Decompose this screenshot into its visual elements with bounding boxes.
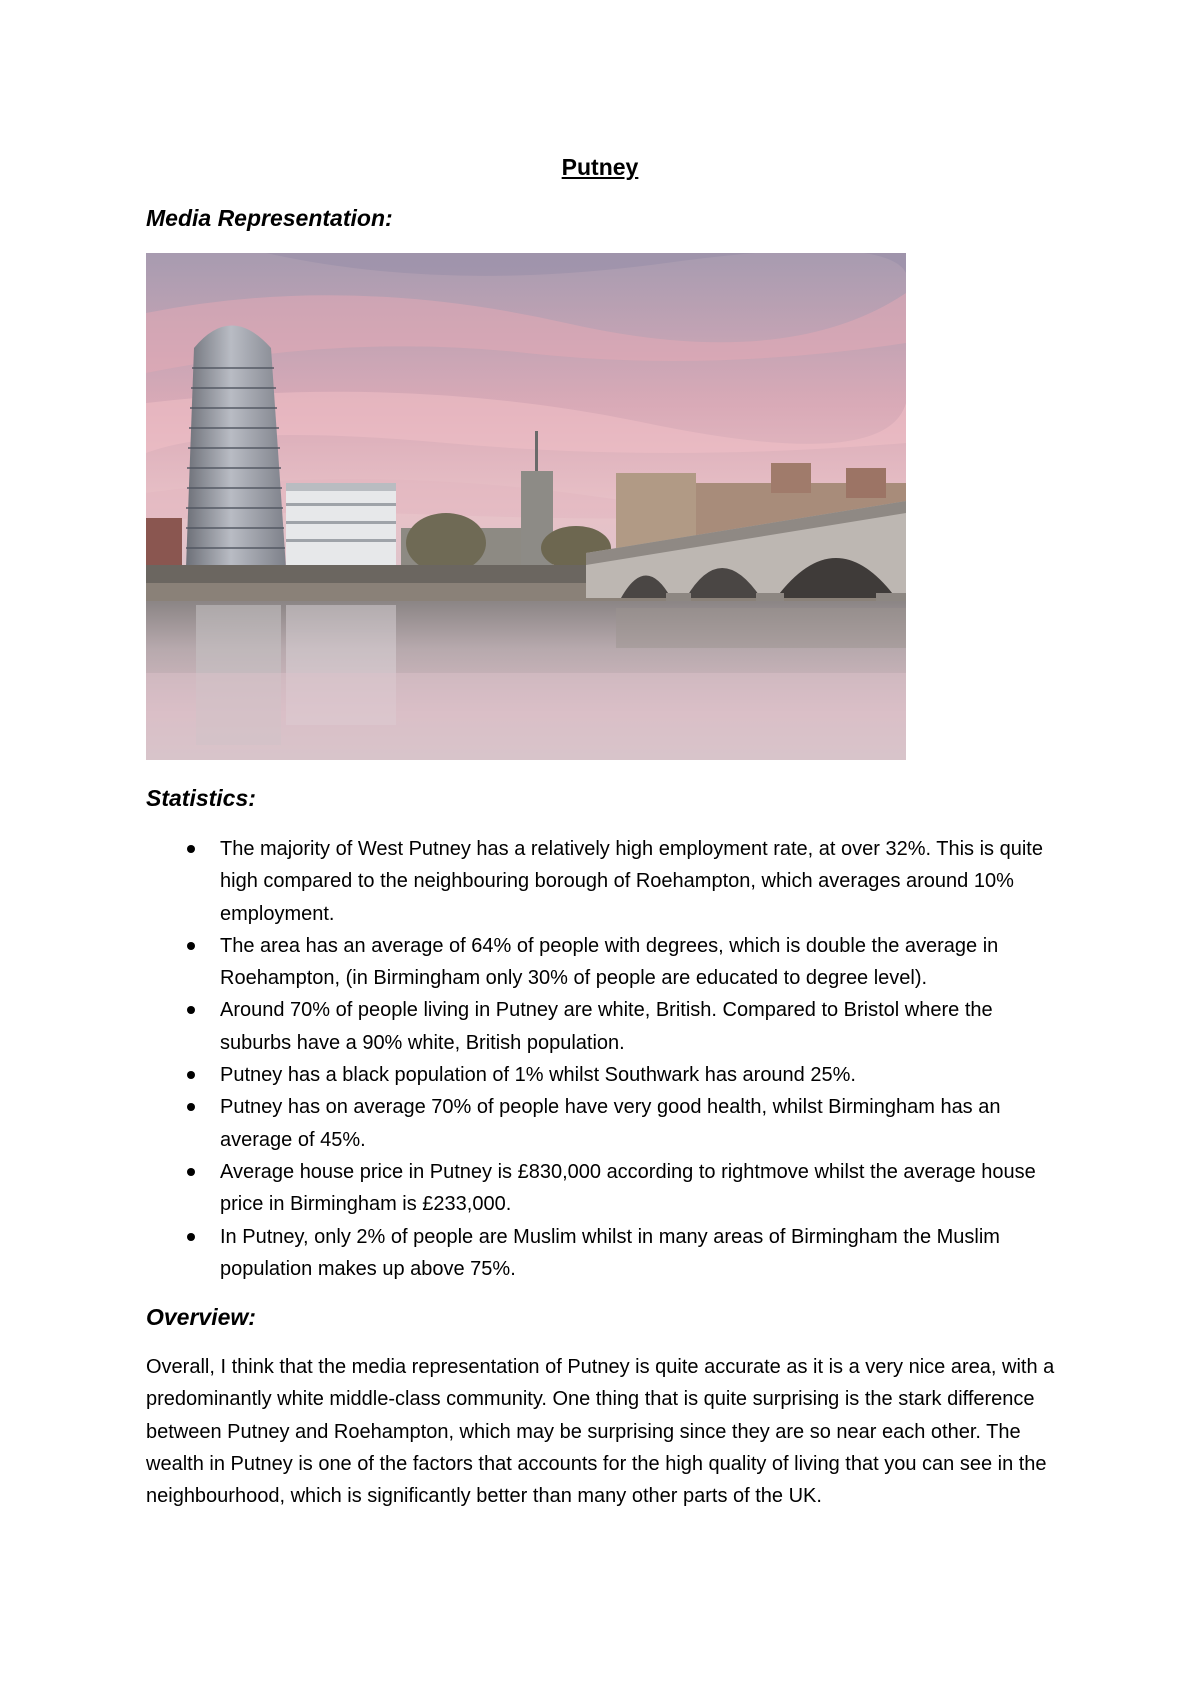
list-item [146,994,1066,1059]
list-item [146,1059,1066,1091]
overview-paragraph: Overall, I think that the media representation of Putney is quite accurate as it is a very nice area, with a predominantly white middle-class community. One thing that is quite surprising is the stark difference between Putney and Roehampton, which may be surprising since they are so near each other. The wealth in Putney is one of the factors that accounts for the high quality of living that you can see in the neighbourhood, which is significantly better than many other parts of the UK. [146,1356,1055,1508]
list-item [146,1091,1066,1156]
bullet-icon [187,1168,195,1176]
bullet-icon [187,1103,195,1111]
bullet-icon [187,845,195,853]
list-item-text: In Putney, only 2% of people are Muslim whilst in many areas of Birmingham the Muslim population makes up above 75%. [220,1225,1000,1280]
list-item [146,1156,1066,1221]
list-item-text: Putney has on average 70% of people have very good health, whilst Birmingham has an average of 45%. [220,1096,1001,1151]
statistics-list [146,833,1066,1285]
media-representation-heading: Media Representation: [146,205,393,231]
list-item [146,833,1066,930]
list-item-text: Average house price in Putney is £830,000 according to rightmove whilst the average house price in Birmingham is £233,000. [220,1160,1036,1216]
bullet-icon [187,1006,195,1014]
putney-bridge-riverside-photo-icon [146,253,906,760]
list-item [146,930,1066,995]
page-title: Putney [561,154,639,180]
overview-heading: Overview: [146,1304,256,1330]
statistics-heading: Statistics: [146,785,256,811]
bullet-icon [187,1071,195,1079]
list-item [146,1221,1066,1286]
list-item-text: Putney has a black population of 1% whilst Southwark has around 25%. [220,1064,856,1087]
list-item-text: The area has an average of 64% of people with degrees, which is double the average in Roehampton, (in Birmingham only 30% of people are educated to degree level). [220,934,999,990]
list-item-text: Around 70% of people living in Putney are white, British. Compared to Bristol where the suburbs have a 90% white, British population. [220,999,993,1054]
list-item-text: The majority of West Putney has a relatively high employment rate, at over 32%. This is quite high compared to the neighbouring borough of Roehampton, which averages around 10% employment. [220,838,1043,925]
bullet-icon [187,942,195,950]
bullet-icon [187,1233,195,1241]
